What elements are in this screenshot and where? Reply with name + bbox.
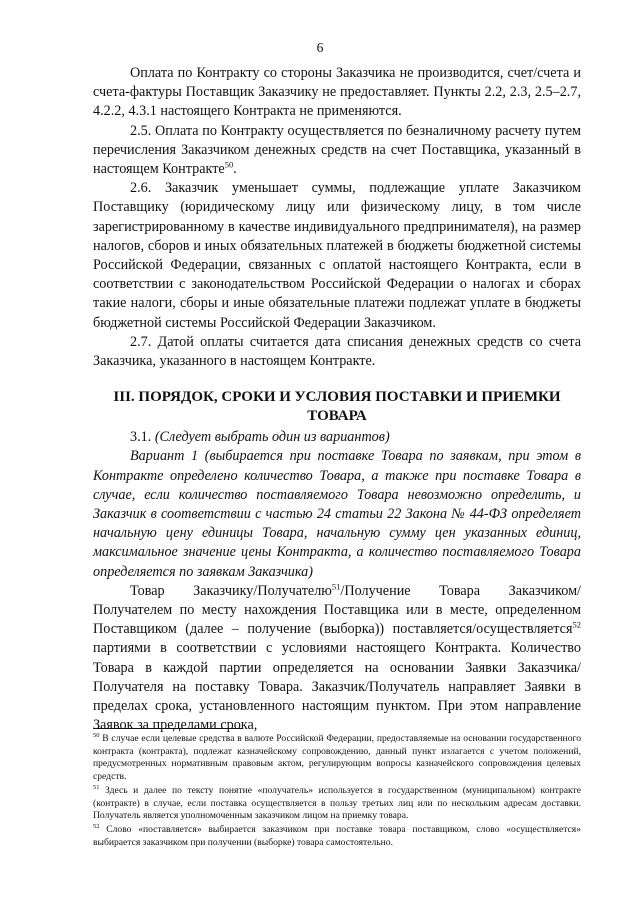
paragraph-2-5-text: 2.5. Оплата по Контракту осуществляется по безналичному расчету путем перечисления Заказчиком денежных средств на счет Поставщика, указанный в настоящем Контракте xyxy=(93,122,581,178)
paragraph-2-5-end: . xyxy=(233,161,237,178)
variant-1-description xyxy=(93,447,581,581)
clause-3-1-header xyxy=(93,428,581,447)
clause-3-1-body-c: партиями в соответствии с условиями настоящего Контракта. Количество Товара в каждой партии определяется на основании Заявки Заказчика/Получателя на поставку Товара. Заказчик/Получатель направляет Заявки в пределах срока, установленного настоящим пунктом. При этом направление Заявок за пределами срока, xyxy=(93,640,581,734)
paragraph-payment-note: Оплата по Контракту со стороны Заказчика не производится, счет/счета и счета-фактуры Поставщик Заказчику не предоставляет. Пункты 2.2, 2.3, 2.5–2.7, 4.2.2, 4.3.1 настоящего Контракта не применяются. xyxy=(93,65,581,120)
document-body xyxy=(93,64,581,736)
variant-1-text: Вариант 1 (выбирается при поставке Товара по заявкам, при этом в Контракте определено количество Товара, а также при поставке Товара в случае, если количество поставляемого Товара невозможно определить, и Заказчик в соответствии с частью 24 статьи 22 Закона № 44-ФЗ определяет начальную цену единицы Товара, начальную сумму цен указанных единиц, максимальное значение цены Контракта, а количество поставляемого Товара определяется по заявкам Заказчика) xyxy=(93,448,581,580)
footnote-52 xyxy=(93,824,581,849)
footnote-50-text: В случае если целевые средства в валюте Российской Федерации, предоставляемые на основании государственного контракта (контракта), подлежат казначейскому сопровождению, данный пункт излагается с учетом положений, предусмотренных нормативным правовым актом, регулирующим вопросы казначейского сопровождения целевых средств. xyxy=(93,733,581,783)
footnote-ref-52: 52 xyxy=(572,619,581,630)
clause-3-1-body xyxy=(93,582,581,736)
footnotes xyxy=(93,728,581,850)
clause-3-1-body-a: Товар Заказчику/Получателю xyxy=(130,582,332,599)
paragraph-2-6: 2.6. Заказчик уменьшает суммы, подлежащие уплате Заказчиком Поставщику (юридическому лицу или физическому лицу, в том числе зарегистрированному в качестве индивидуального предпринимателя), на размер налогов, сборов и иных обязательных платежей в бюджеты бюджетной системы Российской Федерации, связанных с оплатой настоящего Контракта, если в соответствии с законодательством Российской Федерации о налогах и сборах такие налоги, сборы и иные обязательные платежи подлежат уплате в бюджеты бюджетной системы Российской Федерации Заказчиком. xyxy=(93,180,581,331)
footnote-divider xyxy=(93,728,243,729)
footnote-51-text: Здесь и далее по тексту понятие «получатель» используется в государственном (муниципальном) контракте (контракте) в случае, если поставка осуществляется в пользу третьих лиц или по нескольким адресам доставки. Получатель является уполномоченным заказчиком лицом на приемку товара. xyxy=(93,784,581,822)
footnote-ref-50: 50 xyxy=(224,159,234,170)
paragraph-2-7: 2.7. Датой оплаты считается дата списания денежных средств со счета Заказчика, указанного в настоящем Контракте. xyxy=(93,333,581,370)
footnote-ref-51: 51 xyxy=(331,581,341,592)
footnote-50 xyxy=(93,733,581,784)
footnote-52-number: 52 xyxy=(93,822,100,830)
clause-3-1-number: 3.1. xyxy=(130,429,152,446)
footnote-51-number: 51 xyxy=(93,783,100,791)
section-heading: III. ПОРЯДОК, СРОКИ И УСЛОВИЯ ПОСТАВКИ И ПРИЕМКИ ТОВАРА xyxy=(113,389,561,425)
footnote-50-number: 50 xyxy=(93,731,100,739)
footnote-51 xyxy=(93,785,581,823)
paragraph-2-5 xyxy=(93,122,581,180)
clause-3-1-note: (Следует выбрать один из вариантов) xyxy=(154,429,390,446)
page-number: 6 xyxy=(316,40,324,55)
footnote-52-text: Слово «поставляется» выбирается заказчиком при поставке товара поставщиком, слово «осуществляется» выбирается заказчиком при получении (выборке) товара самостоятельно. xyxy=(93,823,581,848)
clause-3-1-body-b: /Получение Товара Заказчиком/Получателем по месту нахождения Поставщика или в месте, определенном Поставщиком (далее – получение (выборка)) поставляется/осуществляется xyxy=(93,582,581,638)
